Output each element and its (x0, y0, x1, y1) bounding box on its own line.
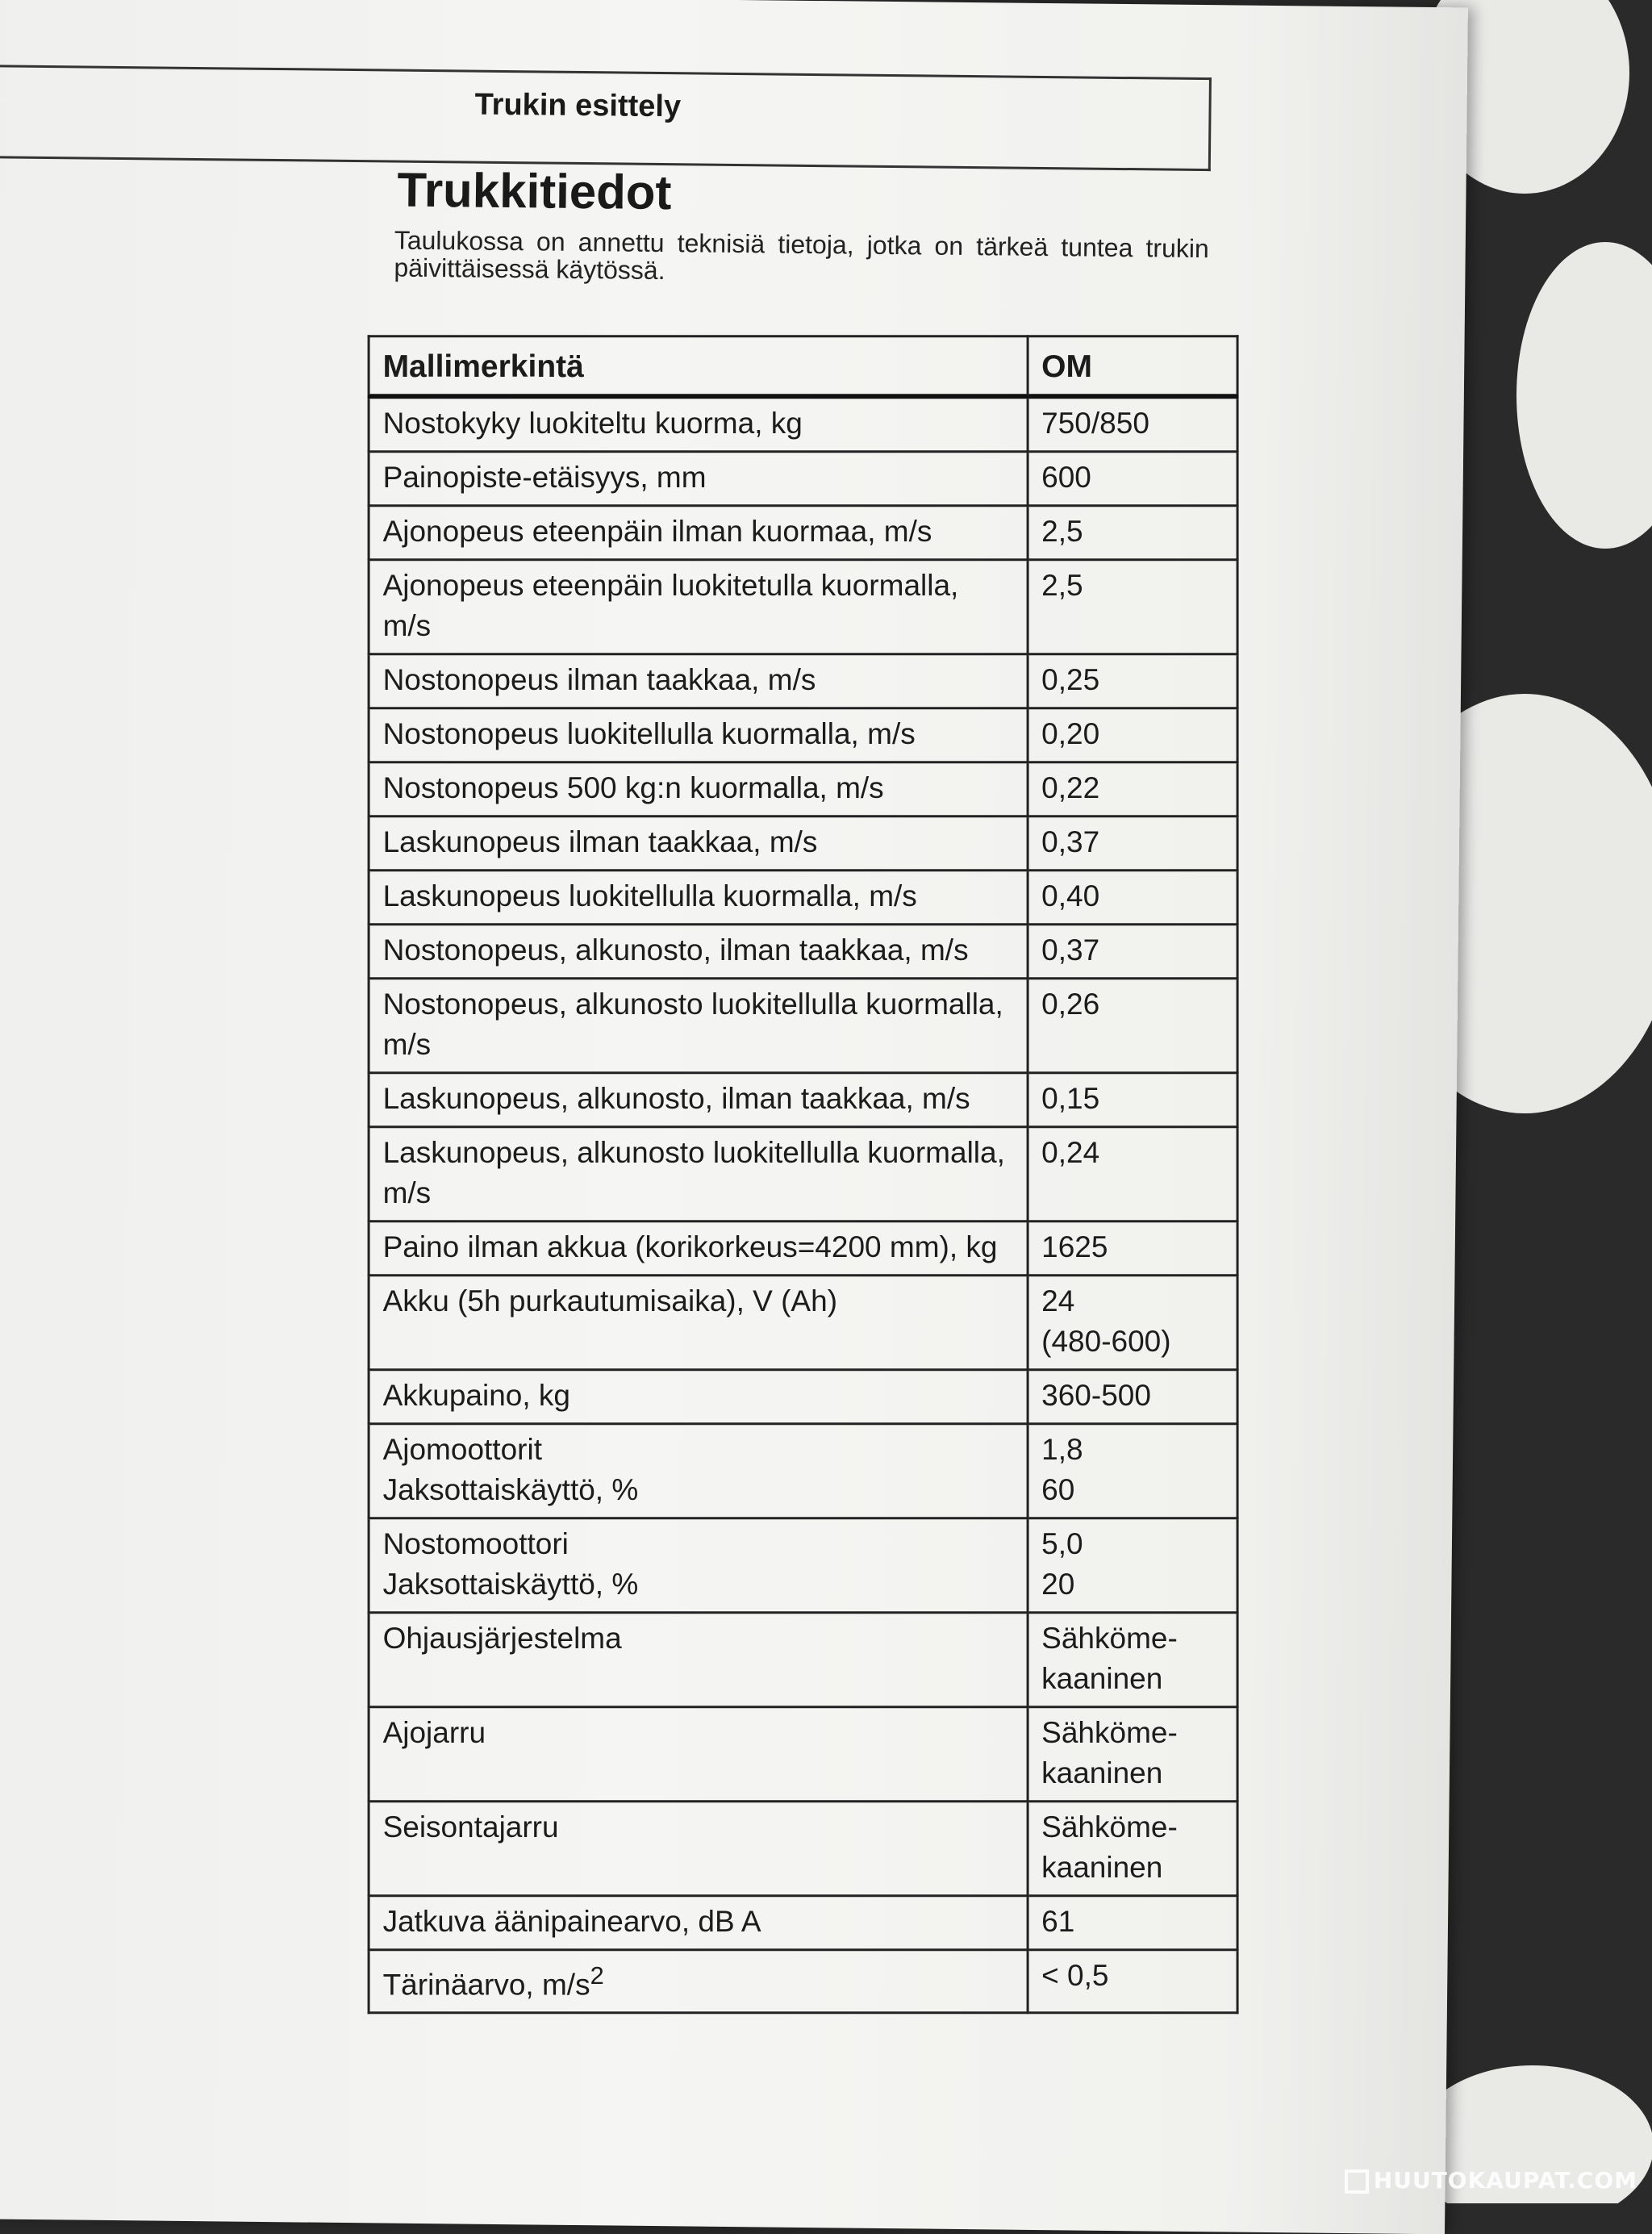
row-value: 0,24 (1028, 1127, 1237, 1221)
table-row (369, 1127, 1237, 1221)
row-label: Jatkuva äänipainearvo, dB A (369, 1896, 1028, 1950)
row-label: Ajojarru (369, 1707, 1028, 1802)
value-line: Sähköme- (1041, 1716, 1178, 1750)
table-row (369, 708, 1237, 762)
row-label-text: Tärinäarvo, m/s (382, 1968, 590, 2002)
table-row (369, 1707, 1237, 1802)
value-line: 60 (1041, 1473, 1075, 1507)
superscript: 2 (590, 1961, 604, 1990)
table-row (369, 816, 1237, 871)
label-line: Jaksottaiskäyttö, % (382, 1568, 639, 1601)
row-value: 750/850 (1028, 396, 1237, 452)
header-value: OM (1028, 336, 1237, 397)
table-row (369, 1424, 1237, 1518)
row-value: 2,5 (1028, 506, 1237, 560)
table-row (369, 396, 1237, 452)
table-row (369, 1276, 1237, 1370)
header-label: Mallimerkintä (369, 336, 1028, 397)
row-label: Laskunopeus, alkunosto luokitellulla kuormalla, m/s (369, 1127, 1028, 1221)
row-value: 0,37 (1028, 925, 1237, 979)
row-label: Akkupaino, kg (369, 1370, 1028, 1424)
row-value (1028, 1707, 1237, 1802)
row-label: Ajonopeus eteenpäin luokitetulla kuormalla, m/s (369, 560, 1028, 654)
table-row (369, 979, 1237, 1073)
table-row (369, 1802, 1237, 1896)
row-label: Nostokyky luokiteltu kuorma, kg (369, 396, 1028, 452)
value-line: kaaninen (1041, 1662, 1163, 1696)
row-label: Nostonopeus luokitellulla kuormalla, m/s (369, 708, 1028, 762)
row-label: Painopiste-etäisyys, mm (369, 452, 1028, 506)
spec-table (368, 335, 1239, 2014)
table-row (369, 871, 1237, 925)
value-line: kaaninen (1041, 1851, 1163, 1885)
row-value: 2,5 (1028, 560, 1237, 654)
table-row (369, 506, 1237, 560)
row-value: 0,15 (1028, 1073, 1237, 1127)
row-value (1028, 1802, 1237, 1896)
section-title: Trukin esittely (474, 87, 682, 124)
row-value (1028, 1276, 1237, 1370)
intro-paragraph: Taulukossa on annettu teknisiä tietoja, jotka on tärkeä tuntea trukin päivittäisessä käytössä. (394, 225, 1209, 286)
row-value: 600 (1028, 452, 1237, 506)
row-value: 0,26 (1028, 979, 1237, 1073)
table-row (369, 560, 1237, 654)
row-label (369, 1950, 1028, 2013)
row-value: 0,22 (1028, 762, 1237, 816)
table-row (369, 1073, 1237, 1127)
row-label: Paino ilman akkua (korikorkeus=4200 mm), kg (369, 1221, 1028, 1276)
table-row (369, 1518, 1237, 1613)
table-row (369, 925, 1237, 979)
row-label (369, 1424, 1028, 1518)
table-row (369, 1613, 1237, 1707)
row-label: Seisontajarru (369, 1802, 1028, 1896)
row-value (1028, 1424, 1237, 1518)
row-value: 0,37 (1028, 816, 1237, 871)
row-label: Nostonopeus 500 kg:n kuormalla, m/s (369, 762, 1028, 816)
row-label (369, 1518, 1028, 1613)
row-value (1028, 1613, 1237, 1707)
row-label: Nostonopeus, alkunosto luokitellulla kuormalla, m/s (369, 979, 1028, 1073)
table-row (369, 1950, 1237, 2013)
watermark-logo-icon (1345, 2169, 1369, 2194)
watermark-text: HUUTOKAUPAT.COM (1373, 2167, 1637, 2194)
table-header-row (369, 336, 1237, 397)
row-value: 61 (1028, 1896, 1237, 1950)
table-row (369, 1370, 1237, 1424)
row-label: Nostonopeus ilman taakkaa, m/s (369, 654, 1028, 708)
label-line: Nostomoottori (382, 1527, 569, 1561)
row-value: 0,40 (1028, 871, 1237, 925)
row-value: 0,25 (1028, 654, 1237, 708)
value-line: (480-600) (1041, 1325, 1171, 1359)
row-label: Laskunopeus luokitellulla kuormalla, m/s (369, 871, 1028, 925)
row-value: 0,20 (1028, 708, 1237, 762)
row-label: Nostonopeus, alkunosto, ilman taakkaa, m/s (369, 925, 1028, 979)
label-line: Ajomoottorit (382, 1433, 542, 1467)
row-label: Ajonopeus eteenpäin ilman kuormaa, m/s (369, 506, 1028, 560)
row-value: 1625 (1028, 1221, 1237, 1276)
row-value: 360-500 (1028, 1370, 1237, 1424)
row-label: Laskunopeus ilman taakkaa, m/s (369, 816, 1028, 871)
value-line: kaaninen (1041, 1756, 1163, 1790)
table-row (369, 1221, 1237, 1276)
value-line: 24 (1041, 1284, 1075, 1318)
row-label: Ohjausjärjestelma (369, 1613, 1028, 1707)
table-row (369, 762, 1237, 816)
row-value (1028, 1518, 1237, 1613)
table-row (369, 452, 1237, 506)
value-line: Sähköme- (1041, 1810, 1178, 1844)
value-line: 1,8 (1041, 1433, 1083, 1467)
page-title: Trukkitiedot (397, 162, 672, 220)
row-value: < 0,5 (1028, 1950, 1237, 2013)
row-label: Laskunopeus, alkunosto, ilman taakkaa, m/s (369, 1073, 1028, 1127)
row-label: Akku (5h purkautumisaika), V (Ah) (369, 1276, 1028, 1370)
value-line: 20 (1041, 1568, 1075, 1601)
value-line: Sähköme- (1041, 1622, 1178, 1656)
label-line: Jaksottaiskäyttö, % (382, 1473, 639, 1507)
table-row (369, 1896, 1237, 1950)
table-row (369, 654, 1237, 708)
value-line: 5,0 (1041, 1527, 1083, 1561)
watermark (1345, 2167, 1637, 2194)
